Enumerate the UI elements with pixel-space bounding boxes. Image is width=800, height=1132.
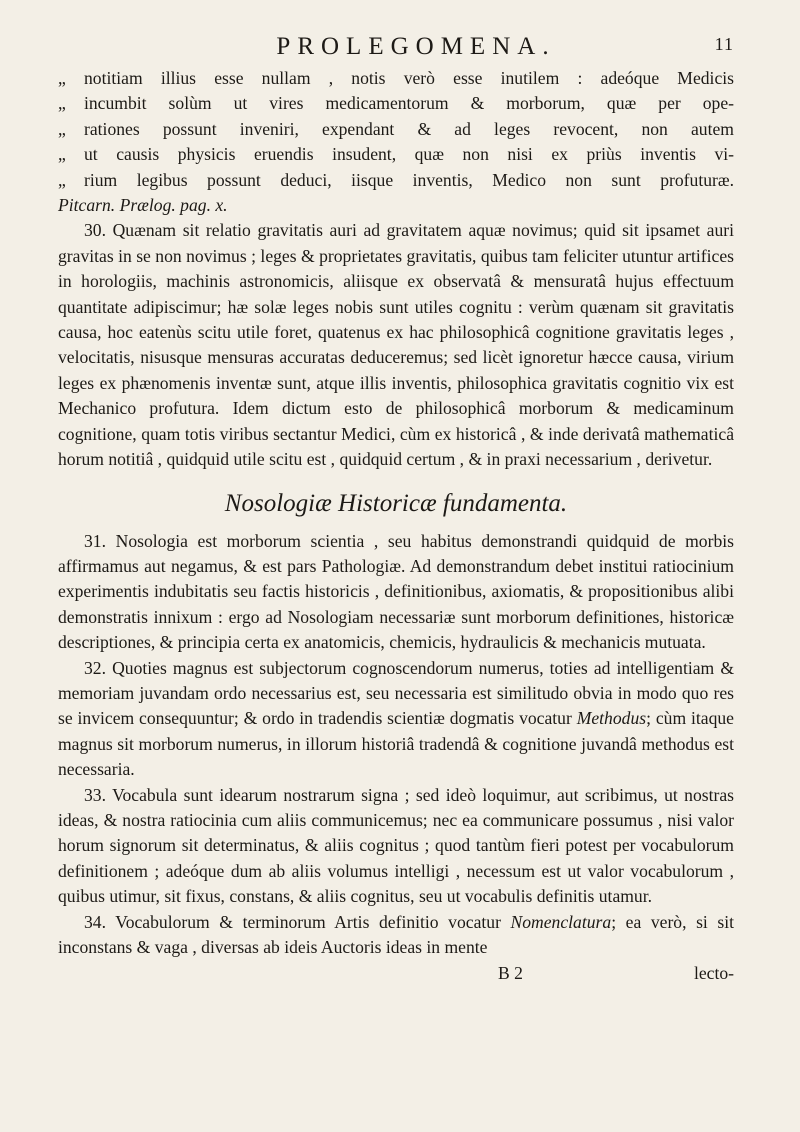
quote-line xyxy=(58,66,734,91)
paragraph-text: Quoties magnus est subjectorum cognoscendorum numerus, toties ad intelligentiam & memoriam juvandam ordo necessarius est, seu necessaria est similitudo obvia in modo quo res se invicem consequuntur; & ordo in tradendis scientiæ dogmatis vocatur xyxy=(58,657,734,729)
quote-line xyxy=(58,117,734,142)
quote-mark: „ xyxy=(58,93,66,114)
paragraph-text: ; cùm itaque magnus sit morborum numerus, in illorum historiâ tradendâ & cognitione juvandâ methodus est necessaria. xyxy=(58,708,734,780)
quote-mark: „ xyxy=(58,118,66,139)
italic-term: Methodus xyxy=(576,708,647,729)
quote-line-text: rium legibus possunt deduci, iisque inventis, Medico non sunt profuturæ. xyxy=(84,169,734,190)
running-title: PROLEGOMENA. xyxy=(276,33,556,60)
paragraph-30 xyxy=(58,218,734,472)
page-number: 11 xyxy=(714,34,734,54)
quote-mark: „ xyxy=(58,144,66,165)
paragraph-number: 31. xyxy=(84,530,106,551)
page-footer xyxy=(58,960,734,986)
paragraph-32 xyxy=(58,656,734,783)
quote-citation: Pitcarn. Prælog. pag. x. xyxy=(58,195,228,216)
paragraph-number: 32. xyxy=(84,657,106,678)
quote-line xyxy=(58,91,734,116)
paragraph-text: Nosologia est morborum scientia , seu habitus demonstrandi quidquid de morbis affirmamus aut negamus, & est pars Pathologiæ. Ad demonstrandum debet institui ratiocinium experimentis indubitatis seu factis historicis , definitionibus, axiomatis, & propositionibus alibi demonstratis innixum : ergo ad Nosologiam necessariæ sunt morborum definitiones, historicæ descriptiones, & principia certa ex anatomicis, chemicis, hydraulicis & mechanicis mutuata. xyxy=(58,530,734,653)
running-head xyxy=(58,30,734,64)
catchword: lecto- xyxy=(693,963,734,984)
quote-mark: „ xyxy=(58,169,66,190)
paragraph-number: 34. xyxy=(84,911,106,932)
paragraph-34 xyxy=(58,910,734,961)
paragraph-text: Vocabula sunt idearum nostrarum signa ; sed ideò loquimur, aut scribimus, ut nostras ideas, & nostra ratiocinia cum aliis communicemus; nec ea communicare possumus , nisi valor horum signorum sit determinatus, & aliis cognitus ; quod tantùm fieri potest per vocabulorum definitionem ; adeóque dum ab aliis volumus intelligi , necessum est ut valor vocabulorum , quibus utimur, sit fixus, constans, & aliis cognitus, seu ut vocabulis definitis utamur. xyxy=(58,784,734,907)
quote-line-text: incumbit solùm ut vires medicamentorum & morborum, quæ per ope- xyxy=(84,93,734,114)
paragraph-text: Vocabulorum & terminorum Artis definitio vocatur xyxy=(115,911,501,932)
quote-line xyxy=(58,142,734,167)
quote-line-text: rationes possunt inveniri, expendant & ad leges revocent, non autem xyxy=(84,118,734,139)
body-text xyxy=(58,66,734,986)
italic-term: Nomenclatura xyxy=(510,911,612,932)
quote-mark: „ xyxy=(58,68,66,88)
paragraph-33 xyxy=(58,783,734,910)
quote-line xyxy=(58,168,734,193)
paragraph-number: 30. xyxy=(84,220,106,241)
paragraph-number: 33. xyxy=(84,784,106,805)
section-heading: Nosologiæ Historicæ fundamenta. xyxy=(224,489,568,517)
paragraph-text: ; ea verò, si sit inconstans & vaga , diversas ab ideis Auctoris ideas in mente xyxy=(58,911,734,957)
quoted-passage xyxy=(58,66,734,218)
quote-line-text: notitiam illius esse nullam , notis verò esse inutilem : adeóque Medicis xyxy=(84,68,734,88)
signature-mark: B 2 xyxy=(498,963,523,984)
paragraph-text: Quænam sit relatio gravitatis auri ad gravitatem aquæ novimus; quid sit ipsamet auri gravitas in se non novimus ; leges & proprietates gravitatis, quibus tam feliciter utuntur artifices in horologiis, machinis astronomicis, aliisque ex observatâ & mensuratâ hujus effectuum quantitate adipiscimur; hæ solæ leges nobis sunt utiles cognitu : verùm quænam sit gravitatis causa, hoc eatenùs scitu utile foret, quatenus ex hac philosophicâ cognitione gravitatis leges , velocitatis, nisusque mensuras accuratas deduceremus; sed licèt ignoretur hæcce causa, virium leges ex phænomenis inventæ sunt, atque illis inventis, philosophica gravitatis cognitio vix est Mechanico profutura. Idem dictum esto de philosophicâ morborum & medicaminum cognitione, quam totis viribus sectantur Medici, cùm ex historicâ , & inde derivatâ mathematicâ horum notitiâ , quidquid utile scitu est , quidquid certum , & in praxi necessarium , derivetur. xyxy=(58,220,734,470)
paragraph-31 xyxy=(58,529,734,656)
quote-line-text: ut causis physicis eruendis insudent, quæ non nisi ex priùs inventis vi- xyxy=(84,144,734,165)
